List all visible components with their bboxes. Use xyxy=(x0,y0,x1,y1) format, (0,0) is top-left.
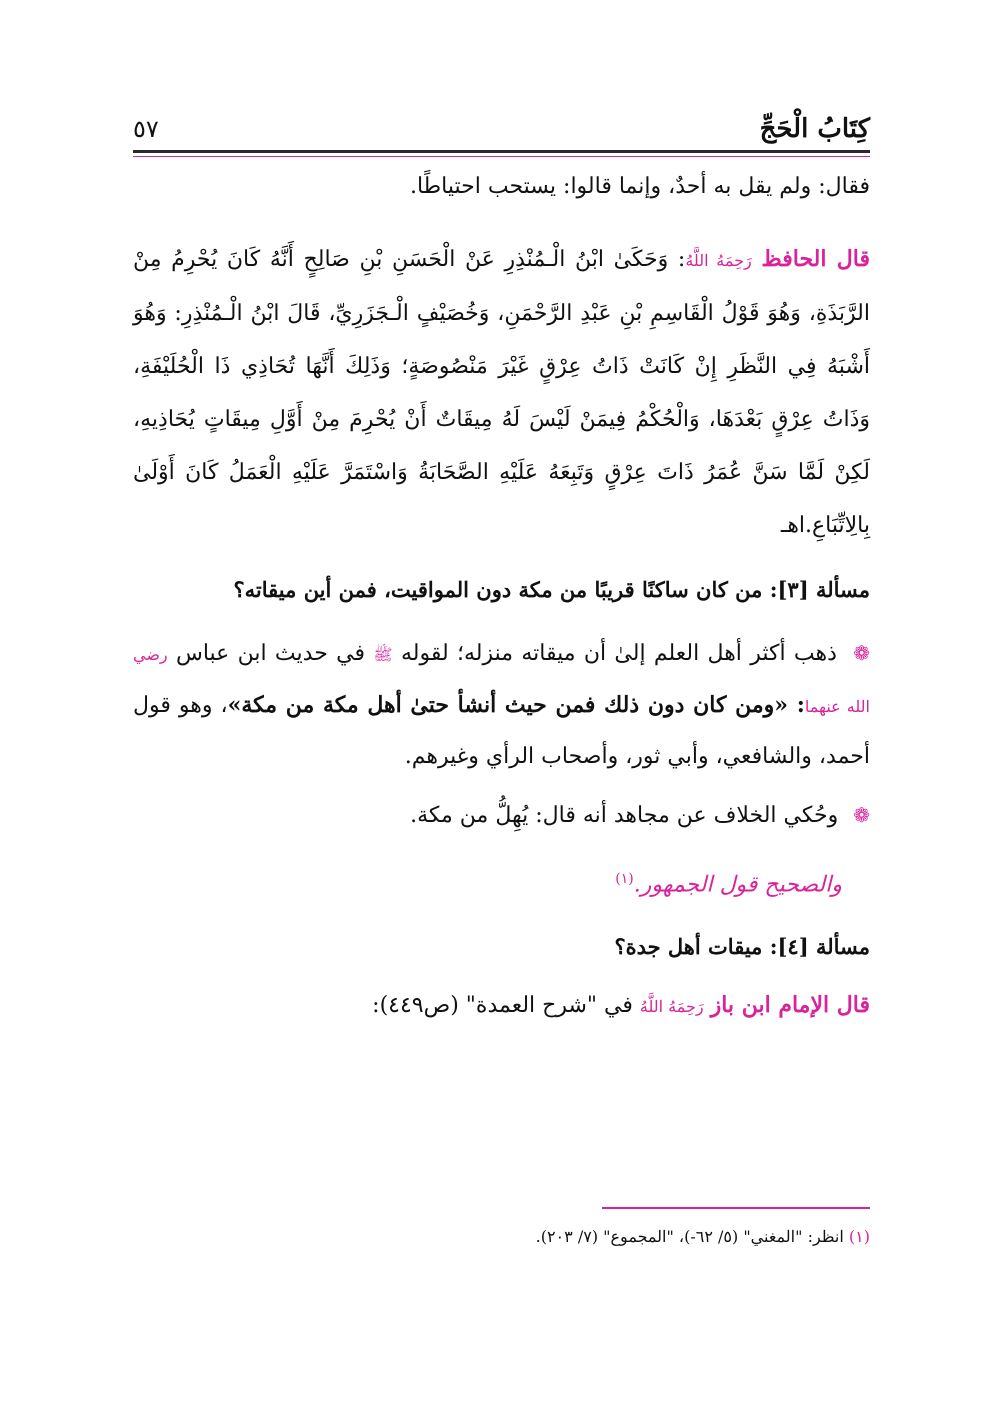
footnote-number: (١) xyxy=(848,1227,870,1246)
item-1-mid: في حديث ابن عباس xyxy=(175,641,365,666)
conclusion-text: والصحيح قول الجمهور. xyxy=(633,872,842,898)
issue-4-label: مسألة [٤]: xyxy=(769,934,870,960)
issue-4 xyxy=(133,923,870,971)
issue-3-text: من كان ساكنًا قريبًا من مكة دون المواقيت، فمن أين ميقاته؟ xyxy=(233,577,763,602)
honorific-companion: رضي الله عنهما xyxy=(133,645,871,716)
issue-4-text: ميقات أهل جدة؟ xyxy=(614,934,763,960)
honorific-mark: رَحِمَهُ اللَّهُ xyxy=(685,251,752,270)
header-rule xyxy=(133,150,870,153)
main-text xyxy=(133,163,870,1031)
page-header xyxy=(133,112,870,150)
ibn-baz-text: في "شرح العمدة" (ص٤٤٩): xyxy=(372,993,633,1019)
flower-bullet-icon: ❁ xyxy=(853,641,871,665)
issue-3-label: مسألة [٣]: xyxy=(769,577,870,602)
flower-bullet-icon: ❁ xyxy=(853,803,870,827)
honorific-prophet: ﷺ xyxy=(373,645,393,664)
item-2-text: وحُكي الخلاف عن مجاهد أنه قال: يُهِلُّ من مكة. xyxy=(410,803,839,828)
footnote-text: انظر: "المغني" (٥/ ٦٢-)، "المجموع" (٧/ ٢٠٣). xyxy=(535,1227,844,1246)
honorific-mark: رَحِمَهُ اللَّهُ xyxy=(639,997,704,1017)
page-number: ٥٧ xyxy=(133,115,159,143)
footnote-reference[interactable]: (١) xyxy=(615,871,634,887)
hadith-quote: : «ومن كان دون ذلك فمن حيث أنشأ حتىٰ أهل مكة من مكة» xyxy=(227,692,805,718)
hafiz-label: قال الحافظ xyxy=(761,246,870,272)
footnote xyxy=(133,1222,870,1252)
header-accent-rule xyxy=(133,156,870,157)
list-item xyxy=(133,790,870,841)
item-1-pre: ذهب أكثر أهل العلم إلىٰ أن ميقاته منزله؛ لقوله xyxy=(400,641,837,666)
issue-3 xyxy=(133,566,870,614)
conclusion xyxy=(133,855,870,909)
footnote-separator xyxy=(602,1207,870,1209)
hafiz-paragraph xyxy=(133,233,870,552)
list-item xyxy=(133,628,870,782)
intro-paragraph: فقال: ولم يقل به أحدٌ، وإنما قالوا: يستحب احتياطًا. xyxy=(409,174,870,199)
item-1-post: ، وهو قول أحمد، والشافعي، وأبي ثور، وأصحاب الرأي وغيرهم. xyxy=(133,693,870,769)
ibn-baz-label: قال الإمام ابن باز xyxy=(710,992,870,1019)
hafiz-text: : وَحَكَىٰ ابْنُ الْـمُنْذِرِ عَنْ الْحَسَنِ بْنِ صَالِحٍ أَنَّهُ كَانَ يُحْرِمُ مِنْ الرَّبَذَةِ، وَهُوَ قَوْلُ الْقَاسِمِ بْنِ عَبْدِ الرَّحْمَنِ، وَخُصَيْفٍ الْـجَزَرِيِّ، قَالَ ابْنُ الْـمُنْذِرِ: وَهُوَ أَشْبَهُ فِي النَّظَرِ إِنْ كَانَتْ ذَاتُ عِرْقٍ غَيْرَ مَنْصُوصَةٍ؛ وَذَلِكَ أَنَّهَا تُحَاذِي ذَا الْحُلَيْفَةِ، وَذَاتُ عِرْقٍ بَعْدَهَا، وَالْحُكْمُ فِيمَنْ لَيْسَ لَهُ مِيقَاتٌ أَنْ يُحْرِمَ مِنْ أَوَّلِ مِيقَاتٍ يُحَاذِيهِ، لَكِنْ لَمَّا سَنَّ عُمَرُ ذَاتَ عِرْقٍ وَتَبِعَهُ عَلَيْهِ الصَّحَابَةُ وَاسْتَمَرَّ عَلَيْهِ الْعَمَلُ كَانَ أَوْلَىٰ بِالِاتِّبَاعِ.اهـ xyxy=(133,247,870,538)
book-title: كِتَابُ الْحَجِّ xyxy=(759,114,870,144)
ibn-baz-paragraph xyxy=(133,981,870,1031)
